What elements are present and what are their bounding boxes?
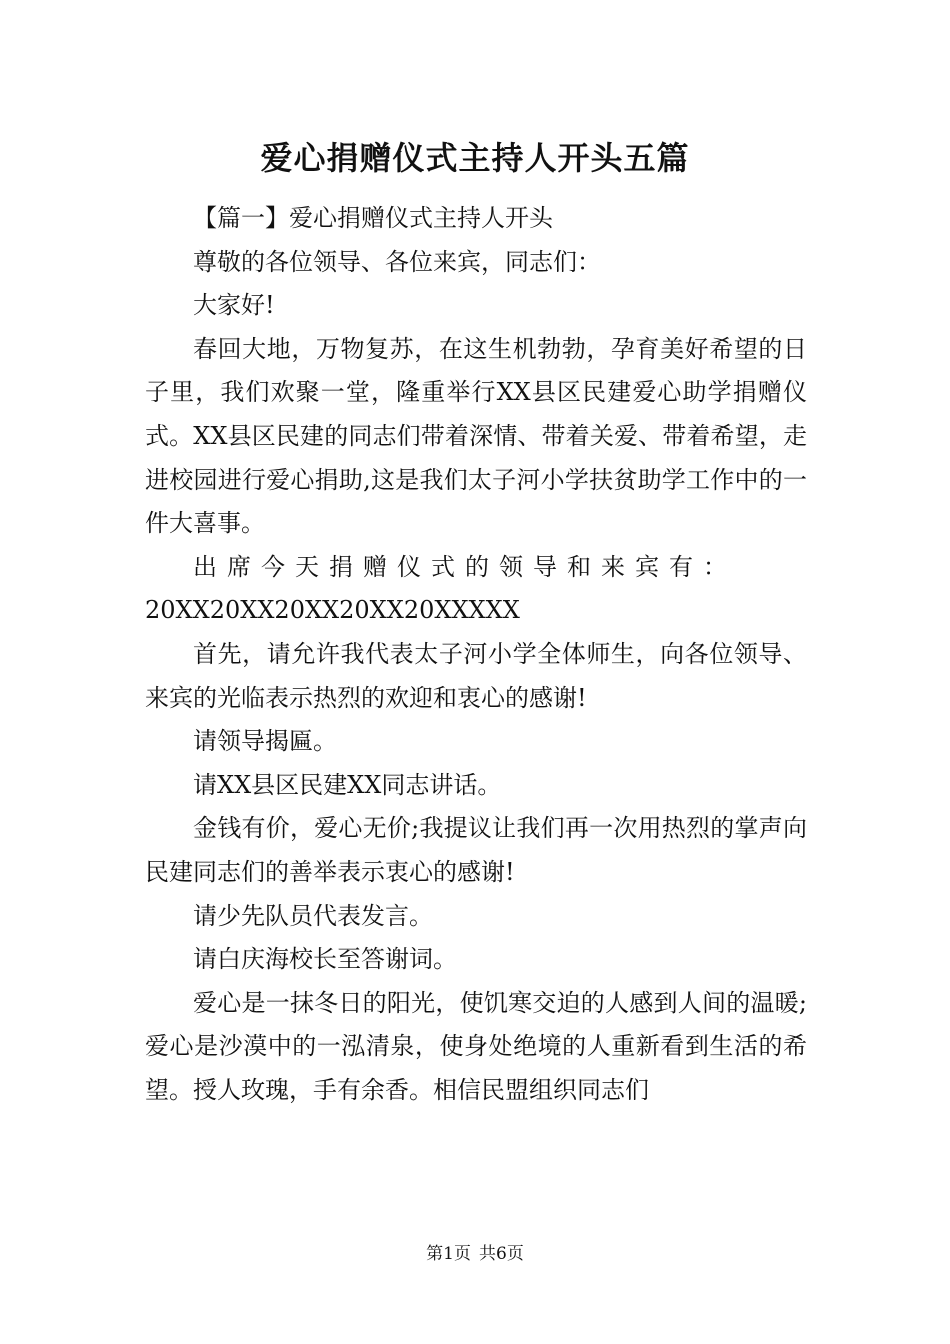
paragraph-attendees-names: 20XX20XX20XX20XX20XXXXX (145, 596, 520, 625)
greeting: 大家好! (193, 291, 275, 320)
page-footer (0, 1242, 950, 1266)
page-total: 共6页 (479, 1244, 524, 1264)
page-number: 第1页 (426, 1244, 471, 1264)
paragraph: 请白庆海校长至答谢词。 (193, 945, 457, 974)
paragraph-attendees: 出席今天捐赠仪式的领导和来宾有： (193, 552, 737, 581)
paragraph: 请XX县区民建XX同志讲话。 (193, 770, 502, 799)
section-heading: 【篇一】爱心捐赠仪式主持人开头 (193, 204, 553, 232)
salutation: 尊敬的各位领导、各位来宾，同志们： (193, 247, 601, 276)
paragraph: 首先，请允许我代表太子河小学全体师生，向各位领导、来宾的光临表示热烈的欢迎和衷心的感谢! (145, 639, 807, 712)
paragraph: 金钱有价，爱心无价;我提议让我们再一次用热烈的掌声向民建同志们的善举表示衷心的感谢! (145, 814, 807, 886)
document-body (145, 197, 807, 1112)
paragraph: 爱心是一抹冬日的阳光，使饥寒交迫的人感到人间的温暖;爱心是沙漠中的一泓清泉，使身处绝境的人重新看到生活的希望。授人玫瑰，手有余香。相信民盟组织同志们 (145, 988, 807, 1104)
document-title: 爱心捐赠仪式主持人开头五篇 (260, 139, 690, 177)
paragraph: 春回大地，万物复苏，在这生机勃勃，孕育美好希望的日子里，我们欢聚一堂，隆重举行XX县区民建爱心助学捐赠仪式。XX县区民建的同志们带着深情、带着关爱、带着希望，走进校园进行爱心捐助,这是我们太子河小学扶贫助学工作中的一件大喜事。 (145, 334, 807, 538)
paragraph: 请领导揭匾。 (193, 727, 337, 756)
paragraph: 请少先队员代表发言。 (193, 901, 433, 930)
